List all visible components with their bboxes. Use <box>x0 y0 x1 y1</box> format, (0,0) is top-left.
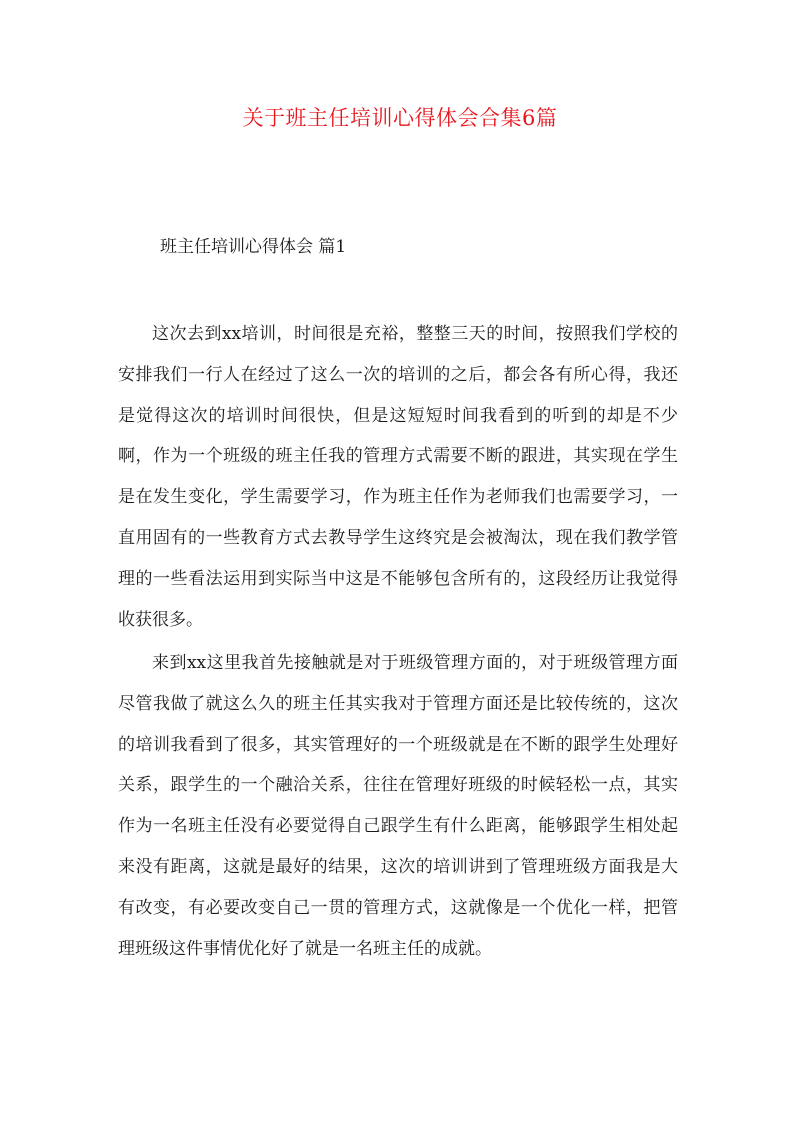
section-heading: 班主任培训心得体会 篇1 <box>160 237 347 257</box>
body-paragraph-2: 来到xx这里我首先接触就是对于班级管理方面的，对于班级管理方面尽管我做了就这么久的班主任其实我对于管理方面还是比较传统的，这次的培训我看到了很多，其实管理好的一个班级就是在不断的跟学生处理好关系，跟学生的一个融洽关系，往往在管理好班级的时候轻松一点，其实作为一名班主任没有必要觉得自己跟学生有什么距离，能够跟学生相处起来没有距离，这就是最好的结果，这次的培训讲到了管理班级方面我是大有改变，有必要改变自己一贯的管理方式，这就像是一个优化一样，把管理班级这件事情优化好了就是一名班主任的成就。 <box>118 653 678 959</box>
body-paragraph-1: 这次去到xx培训，时间很是充裕，整整三天的时间，按照我们学校的安排我们一行人在经过了这么一次的培训的之后，都会各有所心得，我还是觉得这次的培训时间很快，但是这短短时间我看到的听到的却是不少啊，作为一个班级的班主任我的管理方式需要不断的跟进，其实现在学生是在发生变化，学生需要学习，作为班主任作为老师我们也需要学习，一直用固有的一些教育方式去教导学生这终究是会被淘汰，现在我们教学管理的一些看法运用到实际当中这是不能够包含所有的，这段经历让我觉得收获很多。 <box>118 324 678 630</box>
document-title: 关于班主任培训心得体会合集6篇 <box>242 106 558 130</box>
